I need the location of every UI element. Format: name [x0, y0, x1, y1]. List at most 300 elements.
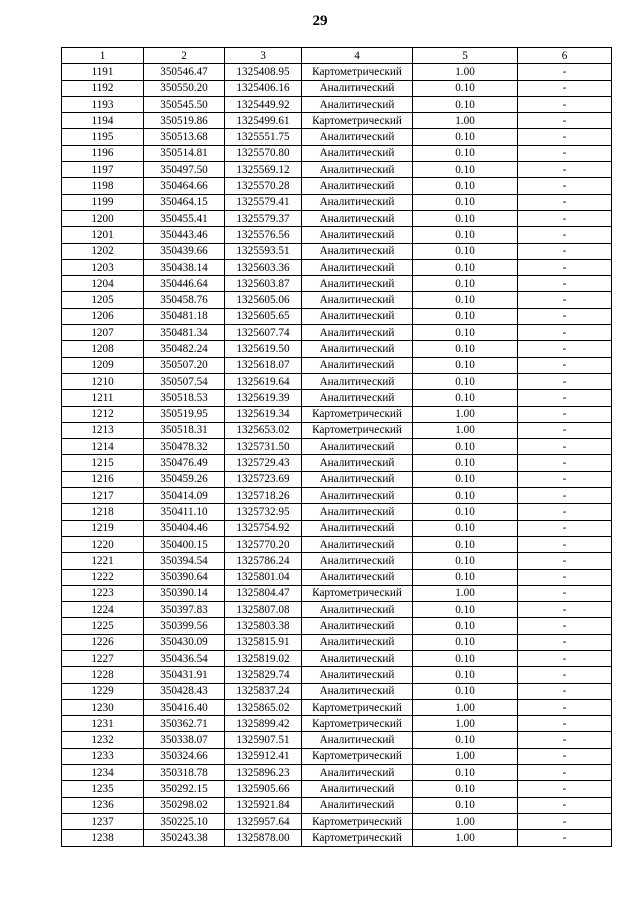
- table-row: [62, 765, 612, 781]
- point-number-cell: 1213: [62, 422, 144, 438]
- note-cell: -: [518, 178, 612, 194]
- y-coordinate-cell: 1325803.38: [225, 618, 302, 634]
- method-cell: Аналитический: [302, 210, 413, 226]
- note-cell: -: [518, 634, 612, 650]
- note-cell: -: [518, 618, 612, 634]
- y-coordinate-cell: 1325878.00: [225, 830, 302, 846]
- y-coordinate-cell: 1325899.42: [225, 716, 302, 732]
- table-row: [62, 634, 612, 650]
- method-cell: Аналитический: [302, 194, 413, 210]
- column-header: 1: [62, 48, 144, 64]
- point-number-cell: 1238: [62, 830, 144, 846]
- method-cell: Аналитический: [302, 797, 413, 813]
- method-cell: Аналитический: [302, 781, 413, 797]
- point-number-cell: 1210: [62, 373, 144, 389]
- column-header: 3: [225, 48, 302, 64]
- table-row: [62, 716, 612, 732]
- y-coordinate-cell: 1325449.92: [225, 96, 302, 112]
- method-cell: Аналитический: [302, 504, 413, 520]
- y-coordinate-cell: 1325754.92: [225, 520, 302, 536]
- y-coordinate-cell: 1325804.47: [225, 585, 302, 601]
- method-cell: Аналитический: [302, 667, 413, 683]
- y-coordinate-cell: 1325837.24: [225, 683, 302, 699]
- accuracy-cell: 0.10: [413, 650, 518, 666]
- accuracy-cell: 0.10: [413, 308, 518, 324]
- column-header: 2: [144, 48, 225, 64]
- method-cell: Аналитический: [302, 357, 413, 373]
- table-row: [62, 390, 612, 406]
- note-cell: -: [518, 357, 612, 373]
- method-cell: Аналитический: [302, 80, 413, 96]
- table-row: [62, 129, 612, 145]
- x-coordinate-cell: 350362.71: [144, 716, 225, 732]
- y-coordinate-cell: 1325408.95: [225, 64, 302, 80]
- accuracy-cell: 1.00: [413, 113, 518, 129]
- y-coordinate-cell: 1325786.24: [225, 553, 302, 569]
- accuracy-cell: 0.10: [413, 129, 518, 145]
- column-header: 4: [302, 48, 413, 64]
- y-coordinate-cell: 1325619.64: [225, 373, 302, 389]
- table-row: [62, 308, 612, 324]
- method-cell: Аналитический: [302, 341, 413, 357]
- note-cell: -: [518, 488, 612, 504]
- note-cell: -: [518, 276, 612, 292]
- note-cell: -: [518, 797, 612, 813]
- accuracy-cell: 1.00: [413, 716, 518, 732]
- point-number-cell: 1200: [62, 210, 144, 226]
- note-cell: -: [518, 96, 612, 112]
- accuracy-cell: 0.10: [413, 797, 518, 813]
- x-coordinate-cell: 350518.53: [144, 390, 225, 406]
- point-number-cell: 1201: [62, 227, 144, 243]
- table-row: [62, 569, 612, 585]
- x-coordinate-cell: 350436.54: [144, 650, 225, 666]
- note-cell: -: [518, 683, 612, 699]
- accuracy-cell: 0.10: [413, 178, 518, 194]
- column-header: 6: [518, 48, 612, 64]
- method-cell: Аналитический: [302, 471, 413, 487]
- note-cell: -: [518, 716, 612, 732]
- y-coordinate-cell: 1325619.34: [225, 406, 302, 422]
- method-cell: Аналитический: [302, 683, 413, 699]
- accuracy-cell: 0.10: [413, 602, 518, 618]
- x-coordinate-cell: 350416.40: [144, 699, 225, 715]
- y-coordinate-cell: 1325732.95: [225, 504, 302, 520]
- note-cell: -: [518, 80, 612, 96]
- table-row: [62, 602, 612, 618]
- accuracy-cell: 0.10: [413, 520, 518, 536]
- note-cell: -: [518, 699, 612, 715]
- y-coordinate-cell: 1325406.16: [225, 80, 302, 96]
- table-row: [62, 536, 612, 552]
- table-row: [62, 781, 612, 797]
- table-row: [62, 471, 612, 487]
- table-row: [62, 650, 612, 666]
- method-cell: Картометрический: [302, 406, 413, 422]
- point-number-cell: 1223: [62, 585, 144, 601]
- x-coordinate-cell: 350476.49: [144, 455, 225, 471]
- x-coordinate-cell: 350404.46: [144, 520, 225, 536]
- x-coordinate-cell: 350518.31: [144, 422, 225, 438]
- point-number-cell: 1222: [62, 569, 144, 585]
- table-row: [62, 585, 612, 601]
- point-number-cell: 1218: [62, 504, 144, 520]
- point-number-cell: 1192: [62, 80, 144, 96]
- table-row: [62, 80, 612, 96]
- point-number-cell: 1226: [62, 634, 144, 650]
- y-coordinate-cell: 1325576.56: [225, 227, 302, 243]
- x-coordinate-cell: 350439.66: [144, 243, 225, 259]
- note-cell: -: [518, 292, 612, 308]
- y-coordinate-cell: 1325551.75: [225, 129, 302, 145]
- note-cell: -: [518, 113, 612, 129]
- note-cell: -: [518, 830, 612, 846]
- method-cell: Аналитический: [302, 536, 413, 552]
- y-coordinate-cell: 1325570.28: [225, 178, 302, 194]
- accuracy-cell: 1.00: [413, 813, 518, 829]
- note-cell: -: [518, 602, 612, 618]
- method-cell: Аналитический: [302, 325, 413, 341]
- x-coordinate-cell: 350545.50: [144, 96, 225, 112]
- table-row: [62, 455, 612, 471]
- table-row: [62, 276, 612, 292]
- table-row: [62, 243, 612, 259]
- x-coordinate-cell: 350225.10: [144, 813, 225, 829]
- note-cell: -: [518, 520, 612, 536]
- y-coordinate-cell: 1325807.08: [225, 602, 302, 618]
- note-cell: -: [518, 162, 612, 178]
- method-cell: Картометрический: [302, 422, 413, 438]
- table-row: [62, 618, 612, 634]
- point-number-cell: 1198: [62, 178, 144, 194]
- point-number-cell: 1193: [62, 96, 144, 112]
- method-cell: Аналитический: [302, 145, 413, 161]
- note-cell: -: [518, 765, 612, 781]
- accuracy-cell: 0.10: [413, 243, 518, 259]
- x-coordinate-cell: 350394.54: [144, 553, 225, 569]
- accuracy-cell: 0.10: [413, 667, 518, 683]
- method-cell: Аналитический: [302, 129, 413, 145]
- y-coordinate-cell: 1325770.20: [225, 536, 302, 552]
- table-row: [62, 325, 612, 341]
- accuracy-cell: 1.00: [413, 422, 518, 438]
- point-number-cell: 1224: [62, 602, 144, 618]
- note-cell: -: [518, 129, 612, 145]
- method-cell: Аналитический: [302, 488, 413, 504]
- table-row: [62, 64, 612, 80]
- table-row: [62, 683, 612, 699]
- accuracy-cell: 0.10: [413, 80, 518, 96]
- y-coordinate-cell: 1325865.02: [225, 699, 302, 715]
- table-row: [62, 520, 612, 536]
- y-coordinate-cell: 1325603.36: [225, 259, 302, 275]
- point-number-cell: 1214: [62, 439, 144, 455]
- x-coordinate-cell: 350431.91: [144, 667, 225, 683]
- method-cell: Картометрический: [302, 699, 413, 715]
- accuracy-cell: 0.10: [413, 471, 518, 487]
- accuracy-cell: 0.10: [413, 618, 518, 634]
- point-number-cell: 1237: [62, 813, 144, 829]
- note-cell: -: [518, 422, 612, 438]
- note-cell: -: [518, 439, 612, 455]
- method-cell: Аналитический: [302, 553, 413, 569]
- table-row: [62, 797, 612, 813]
- x-coordinate-cell: 350507.54: [144, 373, 225, 389]
- table-row: [62, 145, 612, 161]
- point-number-cell: 1219: [62, 520, 144, 536]
- y-coordinate-cell: 1325570.80: [225, 145, 302, 161]
- point-number-cell: 1217: [62, 488, 144, 504]
- note-cell: -: [518, 504, 612, 520]
- note-cell: -: [518, 64, 612, 80]
- point-number-cell: 1230: [62, 699, 144, 715]
- table-row: [62, 96, 612, 112]
- x-coordinate-cell: 350481.18: [144, 308, 225, 324]
- note-cell: -: [518, 145, 612, 161]
- point-number-cell: 1203: [62, 259, 144, 275]
- point-number-cell: 1211: [62, 390, 144, 406]
- table-row: [62, 553, 612, 569]
- point-number-cell: 1207: [62, 325, 144, 341]
- x-coordinate-cell: 350514.81: [144, 145, 225, 161]
- method-cell: Аналитический: [302, 634, 413, 650]
- point-number-cell: 1215: [62, 455, 144, 471]
- y-coordinate-cell: 1325896.23: [225, 765, 302, 781]
- x-coordinate-cell: 350397.83: [144, 602, 225, 618]
- method-cell: Аналитический: [302, 765, 413, 781]
- method-cell: Картометрический: [302, 830, 413, 846]
- x-coordinate-cell: 350519.95: [144, 406, 225, 422]
- note-cell: -: [518, 373, 612, 389]
- point-number-cell: 1231: [62, 716, 144, 732]
- y-coordinate-cell: 1325618.07: [225, 357, 302, 373]
- x-coordinate-cell: 350390.64: [144, 569, 225, 585]
- method-cell: Аналитический: [302, 227, 413, 243]
- note-cell: -: [518, 406, 612, 422]
- y-coordinate-cell: 1325912.41: [225, 748, 302, 764]
- method-cell: Картометрический: [302, 813, 413, 829]
- x-coordinate-cell: 350292.15: [144, 781, 225, 797]
- x-coordinate-cell: 350464.66: [144, 178, 225, 194]
- accuracy-cell: 0.10: [413, 373, 518, 389]
- x-coordinate-cell: 350243.38: [144, 830, 225, 846]
- note-cell: -: [518, 813, 612, 829]
- point-number-cell: 1205: [62, 292, 144, 308]
- note-cell: -: [518, 536, 612, 552]
- table-row: [62, 210, 612, 226]
- x-coordinate-cell: 350400.15: [144, 536, 225, 552]
- note-cell: -: [518, 227, 612, 243]
- note-cell: -: [518, 667, 612, 683]
- table-row: [62, 667, 612, 683]
- table-body: [62, 64, 612, 846]
- note-cell: -: [518, 650, 612, 666]
- point-number-cell: 1197: [62, 162, 144, 178]
- y-coordinate-cell: 1325605.06: [225, 292, 302, 308]
- accuracy-cell: 1.00: [413, 830, 518, 846]
- x-coordinate-cell: 350411.10: [144, 504, 225, 520]
- accuracy-cell: 0.10: [413, 259, 518, 275]
- point-number-cell: 1194: [62, 113, 144, 129]
- method-cell: Аналитический: [302, 390, 413, 406]
- table-row: [62, 227, 612, 243]
- y-coordinate-cell: 1325905.66: [225, 781, 302, 797]
- table-row: [62, 357, 612, 373]
- accuracy-cell: 1.00: [413, 699, 518, 715]
- method-cell: Картометрический: [302, 748, 413, 764]
- method-cell: Аналитический: [302, 602, 413, 618]
- accuracy-cell: 0.10: [413, 781, 518, 797]
- x-coordinate-cell: 350338.07: [144, 732, 225, 748]
- note-cell: -: [518, 308, 612, 324]
- table-row: [62, 292, 612, 308]
- y-coordinate-cell: 1325579.37: [225, 210, 302, 226]
- y-coordinate-cell: 1325593.51: [225, 243, 302, 259]
- x-coordinate-cell: 350458.76: [144, 292, 225, 308]
- point-number-cell: 1202: [62, 243, 144, 259]
- x-coordinate-cell: 350513.68: [144, 129, 225, 145]
- table-row: [62, 699, 612, 715]
- method-cell: Аналитический: [302, 373, 413, 389]
- note-cell: -: [518, 553, 612, 569]
- method-cell: Аналитический: [302, 178, 413, 194]
- x-coordinate-cell: 350455.41: [144, 210, 225, 226]
- method-cell: Аналитический: [302, 439, 413, 455]
- point-number-cell: 1216: [62, 471, 144, 487]
- point-number-cell: 1227: [62, 650, 144, 666]
- method-cell: Аналитический: [302, 162, 413, 178]
- x-coordinate-cell: 350298.02: [144, 797, 225, 813]
- point-number-cell: 1235: [62, 781, 144, 797]
- table-row: [62, 341, 612, 357]
- accuracy-cell: 0.10: [413, 488, 518, 504]
- accuracy-cell: 0.10: [413, 341, 518, 357]
- x-coordinate-cell: 350390.14: [144, 585, 225, 601]
- point-number-cell: 1234: [62, 765, 144, 781]
- y-coordinate-cell: 1325607.74: [225, 325, 302, 341]
- accuracy-cell: 0.10: [413, 765, 518, 781]
- note-cell: -: [518, 243, 612, 259]
- point-number-cell: 1204: [62, 276, 144, 292]
- x-coordinate-cell: 350438.14: [144, 259, 225, 275]
- method-cell: Картометрический: [302, 716, 413, 732]
- y-coordinate-cell: 1325603.87: [225, 276, 302, 292]
- point-number-cell: 1225: [62, 618, 144, 634]
- x-coordinate-cell: 350399.56: [144, 618, 225, 634]
- method-cell: Аналитический: [302, 455, 413, 471]
- note-cell: -: [518, 194, 612, 210]
- point-number-cell: 1199: [62, 194, 144, 210]
- point-number-cell: 1206: [62, 308, 144, 324]
- table-row: [62, 732, 612, 748]
- x-coordinate-cell: 350519.86: [144, 113, 225, 129]
- method-cell: Аналитический: [302, 569, 413, 585]
- y-coordinate-cell: 1325723.69: [225, 471, 302, 487]
- method-cell: Аналитический: [302, 96, 413, 112]
- x-coordinate-cell: 350428.43: [144, 683, 225, 699]
- method-cell: Аналитический: [302, 308, 413, 324]
- y-coordinate-cell: 1325829.74: [225, 667, 302, 683]
- table-row: [62, 406, 612, 422]
- table-row: [62, 178, 612, 194]
- accuracy-cell: 0.10: [413, 210, 518, 226]
- accuracy-cell: 1.00: [413, 585, 518, 601]
- accuracy-cell: 1.00: [413, 748, 518, 764]
- y-coordinate-cell: 1325619.50: [225, 341, 302, 357]
- note-cell: -: [518, 390, 612, 406]
- note-cell: -: [518, 471, 612, 487]
- page-number: 29: [312, 13, 328, 29]
- y-coordinate-cell: 1325499.61: [225, 113, 302, 129]
- point-number-cell: 1195: [62, 129, 144, 145]
- point-number-cell: 1209: [62, 357, 144, 373]
- accuracy-cell: 0.10: [413, 504, 518, 520]
- x-coordinate-cell: 350464.15: [144, 194, 225, 210]
- x-coordinate-cell: 350430.09: [144, 634, 225, 650]
- accuracy-cell: 0.10: [413, 553, 518, 569]
- method-cell: Картометрический: [302, 585, 413, 601]
- method-cell: Аналитический: [302, 292, 413, 308]
- note-cell: -: [518, 455, 612, 471]
- y-coordinate-cell: 1325579.41: [225, 194, 302, 210]
- method-cell: Аналитический: [302, 276, 413, 292]
- x-coordinate-cell: 350482.24: [144, 341, 225, 357]
- accuracy-cell: 0.10: [413, 455, 518, 471]
- x-coordinate-cell: 350414.09: [144, 488, 225, 504]
- x-coordinate-cell: 350546.47: [144, 64, 225, 80]
- accuracy-cell: 0.10: [413, 96, 518, 112]
- table-row: [62, 748, 612, 764]
- x-coordinate-cell: 350497.50: [144, 162, 225, 178]
- table-row: [62, 373, 612, 389]
- accuracy-cell: 0.10: [413, 390, 518, 406]
- x-coordinate-cell: 350507.20: [144, 357, 225, 373]
- method-cell: Аналитический: [302, 243, 413, 259]
- accuracy-cell: 0.10: [413, 162, 518, 178]
- x-coordinate-cell: 350324.66: [144, 748, 225, 764]
- method-cell: Картометрический: [302, 64, 413, 80]
- method-cell: Аналитический: [302, 732, 413, 748]
- note-cell: -: [518, 325, 612, 341]
- table-row: [62, 830, 612, 846]
- y-coordinate-cell: 1325907.51: [225, 732, 302, 748]
- y-coordinate-cell: 1325619.39: [225, 390, 302, 406]
- point-number-cell: 1221: [62, 553, 144, 569]
- table-row: [62, 194, 612, 210]
- table-header-row: [62, 48, 612, 64]
- x-coordinate-cell: 350478.32: [144, 439, 225, 455]
- y-coordinate-cell: 1325605.65: [225, 308, 302, 324]
- accuracy-cell: 0.10: [413, 634, 518, 650]
- note-cell: -: [518, 259, 612, 275]
- method-cell: Аналитический: [302, 259, 413, 275]
- column-header: 5: [413, 48, 518, 64]
- point-number-cell: 1233: [62, 748, 144, 764]
- note-cell: -: [518, 781, 612, 797]
- point-number-cell: 1196: [62, 145, 144, 161]
- accuracy-cell: 0.10: [413, 325, 518, 341]
- x-coordinate-cell: 350459.26: [144, 471, 225, 487]
- method-cell: Аналитический: [302, 650, 413, 666]
- note-cell: -: [518, 210, 612, 226]
- point-number-cell: 1236: [62, 797, 144, 813]
- point-number-cell: 1220: [62, 536, 144, 552]
- y-coordinate-cell: 1325653.02: [225, 422, 302, 438]
- point-number-cell: 1229: [62, 683, 144, 699]
- point-number-cell: 1212: [62, 406, 144, 422]
- table-row: [62, 259, 612, 275]
- table-row: [62, 422, 612, 438]
